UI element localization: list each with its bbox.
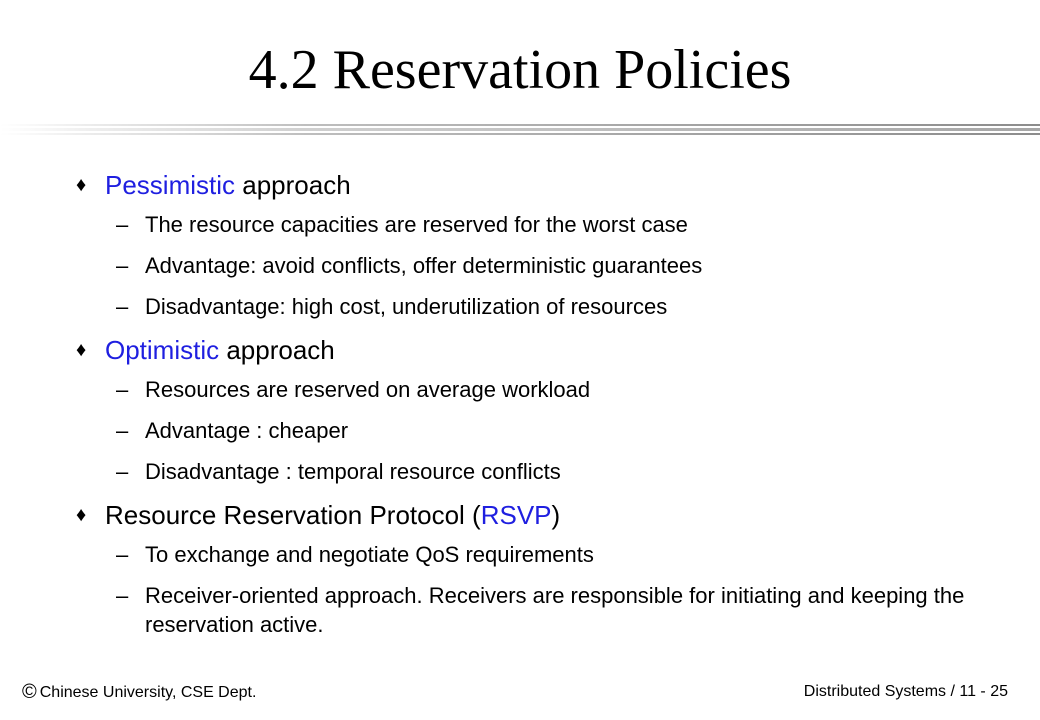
sub-bullet	[76, 581, 965, 639]
bullet-pessimistic	[76, 168, 1006, 202]
dash-icon: –	[116, 253, 129, 278]
dash-icon: –	[116, 418, 129, 443]
sub-bullet-text: Advantage : cheaper	[145, 418, 349, 443]
sub-bullet	[76, 540, 1006, 569]
bullet-highlight: RSVP	[480, 500, 552, 530]
bullet-highlight: Optimistic	[105, 335, 220, 365]
sub-bullet	[76, 210, 1006, 239]
dash-icon: –	[116, 294, 129, 319]
bullet-text: approach	[235, 170, 351, 200]
bullet-highlight: Pessimistic	[105, 170, 236, 200]
dash-icon: –	[116, 583, 129, 608]
sub-bullet	[76, 251, 1006, 280]
bullet-text-suffix: )	[551, 500, 561, 530]
dash-icon: –	[116, 542, 129, 567]
title-divider	[0, 124, 1040, 138]
sub-bullet-text: Resources are reserved on average workload	[145, 377, 591, 402]
sub-bullet-text: The resource capacities are reserved for the worst case	[145, 212, 688, 237]
bullet-optimistic	[76, 333, 1006, 367]
bullet-text-prefix: Resource Reservation Protocol (	[105, 500, 481, 530]
diamond-bullet-icon: ♦	[76, 339, 87, 361]
dash-icon: –	[116, 459, 129, 484]
slide-body	[76, 168, 1006, 651]
sub-bullet	[76, 375, 1006, 404]
sub-bullet-text: Disadvantage : temporal resource conflicts	[145, 459, 561, 484]
sub-bullet-text: Advantage: avoid conflicts, offer deterministic guarantees	[145, 253, 703, 278]
slide-title: 4.2 Reservation Policies	[248, 39, 792, 101]
sub-bullet	[76, 292, 1006, 321]
diamond-bullet-icon: ♦	[76, 174, 87, 196]
footer-page-number: Distributed Systems / 11 - 25	[803, 683, 1008, 700]
sub-bullet	[76, 457, 1006, 486]
bullet-text: approach	[219, 335, 335, 365]
bullet-rsvp	[76, 498, 1006, 532]
sub-bullet-text: Receiver-oriented approach. Receivers are responsible for initiating and keeping the reservation active.	[145, 583, 965, 637]
sub-bullet-text: To exchange and negotiate QoS requirements	[145, 542, 594, 567]
sub-bullet-text: Disadvantage: high cost, underutilization of resources	[145, 294, 668, 319]
footer-institution: Chinese University, CSE Dept.	[39, 684, 257, 701]
dash-icon: –	[116, 212, 129, 237]
dash-icon: –	[116, 377, 129, 402]
diamond-bullet-icon: ♦	[76, 504, 87, 526]
sub-bullet	[76, 416, 1006, 445]
copyright-symbol: ©	[22, 681, 37, 703]
footer-left	[22, 682, 256, 703]
